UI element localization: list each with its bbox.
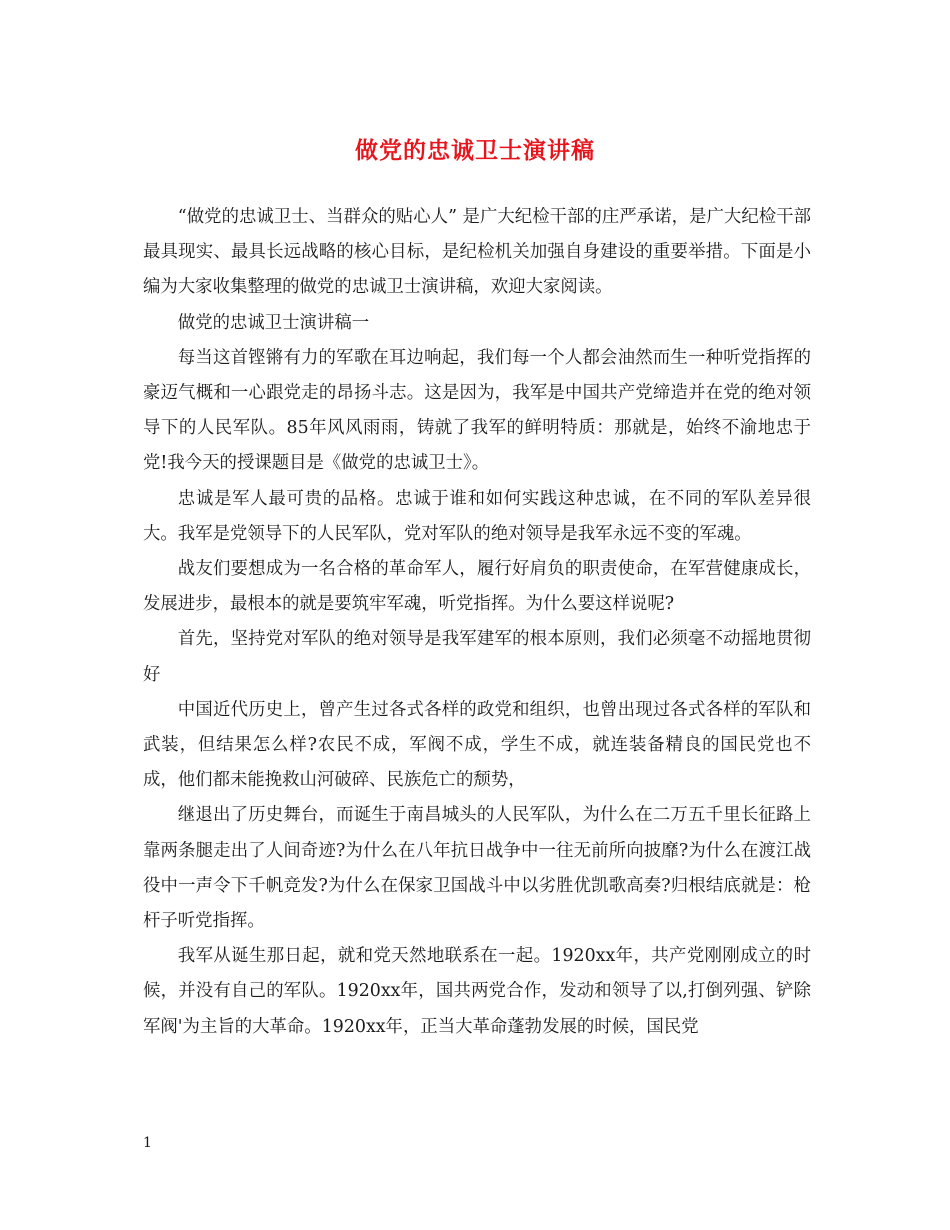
paragraph: 战友们要想成为一名合格的革命军人，履行好肩负的职责使命，在军营健康成长，发展进步，最根本的就是要筑牢军魂，听党指挥。为什么要这样说呢?	[143, 559, 811, 615]
paragraph: 忠诚是军人最可贵的品格。忠诚于谁和如何实践这种忠诚，在不同的军队差异很大。我军是党领导下的人民军队，党对军队的绝对领导是我军永远不变的军魂。	[143, 488, 811, 544]
paragraph: 我军从诞生那日起，就和党天然地联系在一起。1920xx年，共产党刚刚成立的时候，并没有自己的军队。1920xx年，国共两党合作，发动和领导了以,打倒列强、铲除军阀'为主旨的大革命。1920xx年，正当大革命蓬勃发展的时候，国民党	[143, 946, 811, 1037]
page-number: 1	[143, 1135, 152, 1151]
document-title: 做党的忠诚卫士演讲稿	[355, 137, 595, 164]
section-heading: 做党的忠诚卫士演讲稿一	[177, 312, 370, 333]
paragraph-intro: “做党的忠诚卫士、当群众的贴心人” 是广大纪检干部的庄严承诺，是广大纪检干部最具现实、最具长远战略的核心目标，是纪检机关加强自身建设的重要举措。下面是小编为大家收集整理的做党的忠诚卫士演讲稿，欢迎大家阅读。	[143, 207, 811, 298]
paragraph: 每当这首铿锵有力的军歌在耳边响起，我们每一个人都会油然而生一种听党指挥的豪迈气概和一心跟党走的昂扬斗志。这是因为，我军是中国共产党缔造并在党的绝对领导下的人民军队。85年风风雨雨，铸就了我军的鲜明特质：那就是，始终不渝地忠于党!我今天的授课题目是《做党的忠诚卫士》。	[143, 347, 811, 474]
paragraph: 首先，坚持党对军队的绝对领导是我军建军的根本原则，我们必须毫不动摇地贯彻好	[143, 629, 811, 685]
document-body	[143, 200, 811, 1045]
paragraph: 中国近代历史上，曾产生过各式各样的政党和组织，也曾出现过各式各样的军队和武装，但结果怎么样?农民不成，军阀不成，学生不成，就连装备精良的国民党也不成，他们都未能挽救山河破碎、民族危亡的颓势，	[143, 699, 811, 791]
paragraph: 继退出了历史舞台，而诞生于南昌城头的人民军队，为什么在二万五千里长征路上靠两条腿走出了人间奇迹?为什么在八年抗日战争中一往无前所向披靡?为什么在渡江战役中一声令下千帆竞发?为什么在保家卫国战斗中以劣胜优凯歌高奏?归根结底就是：枪杆子听党指挥。	[143, 805, 811, 932]
